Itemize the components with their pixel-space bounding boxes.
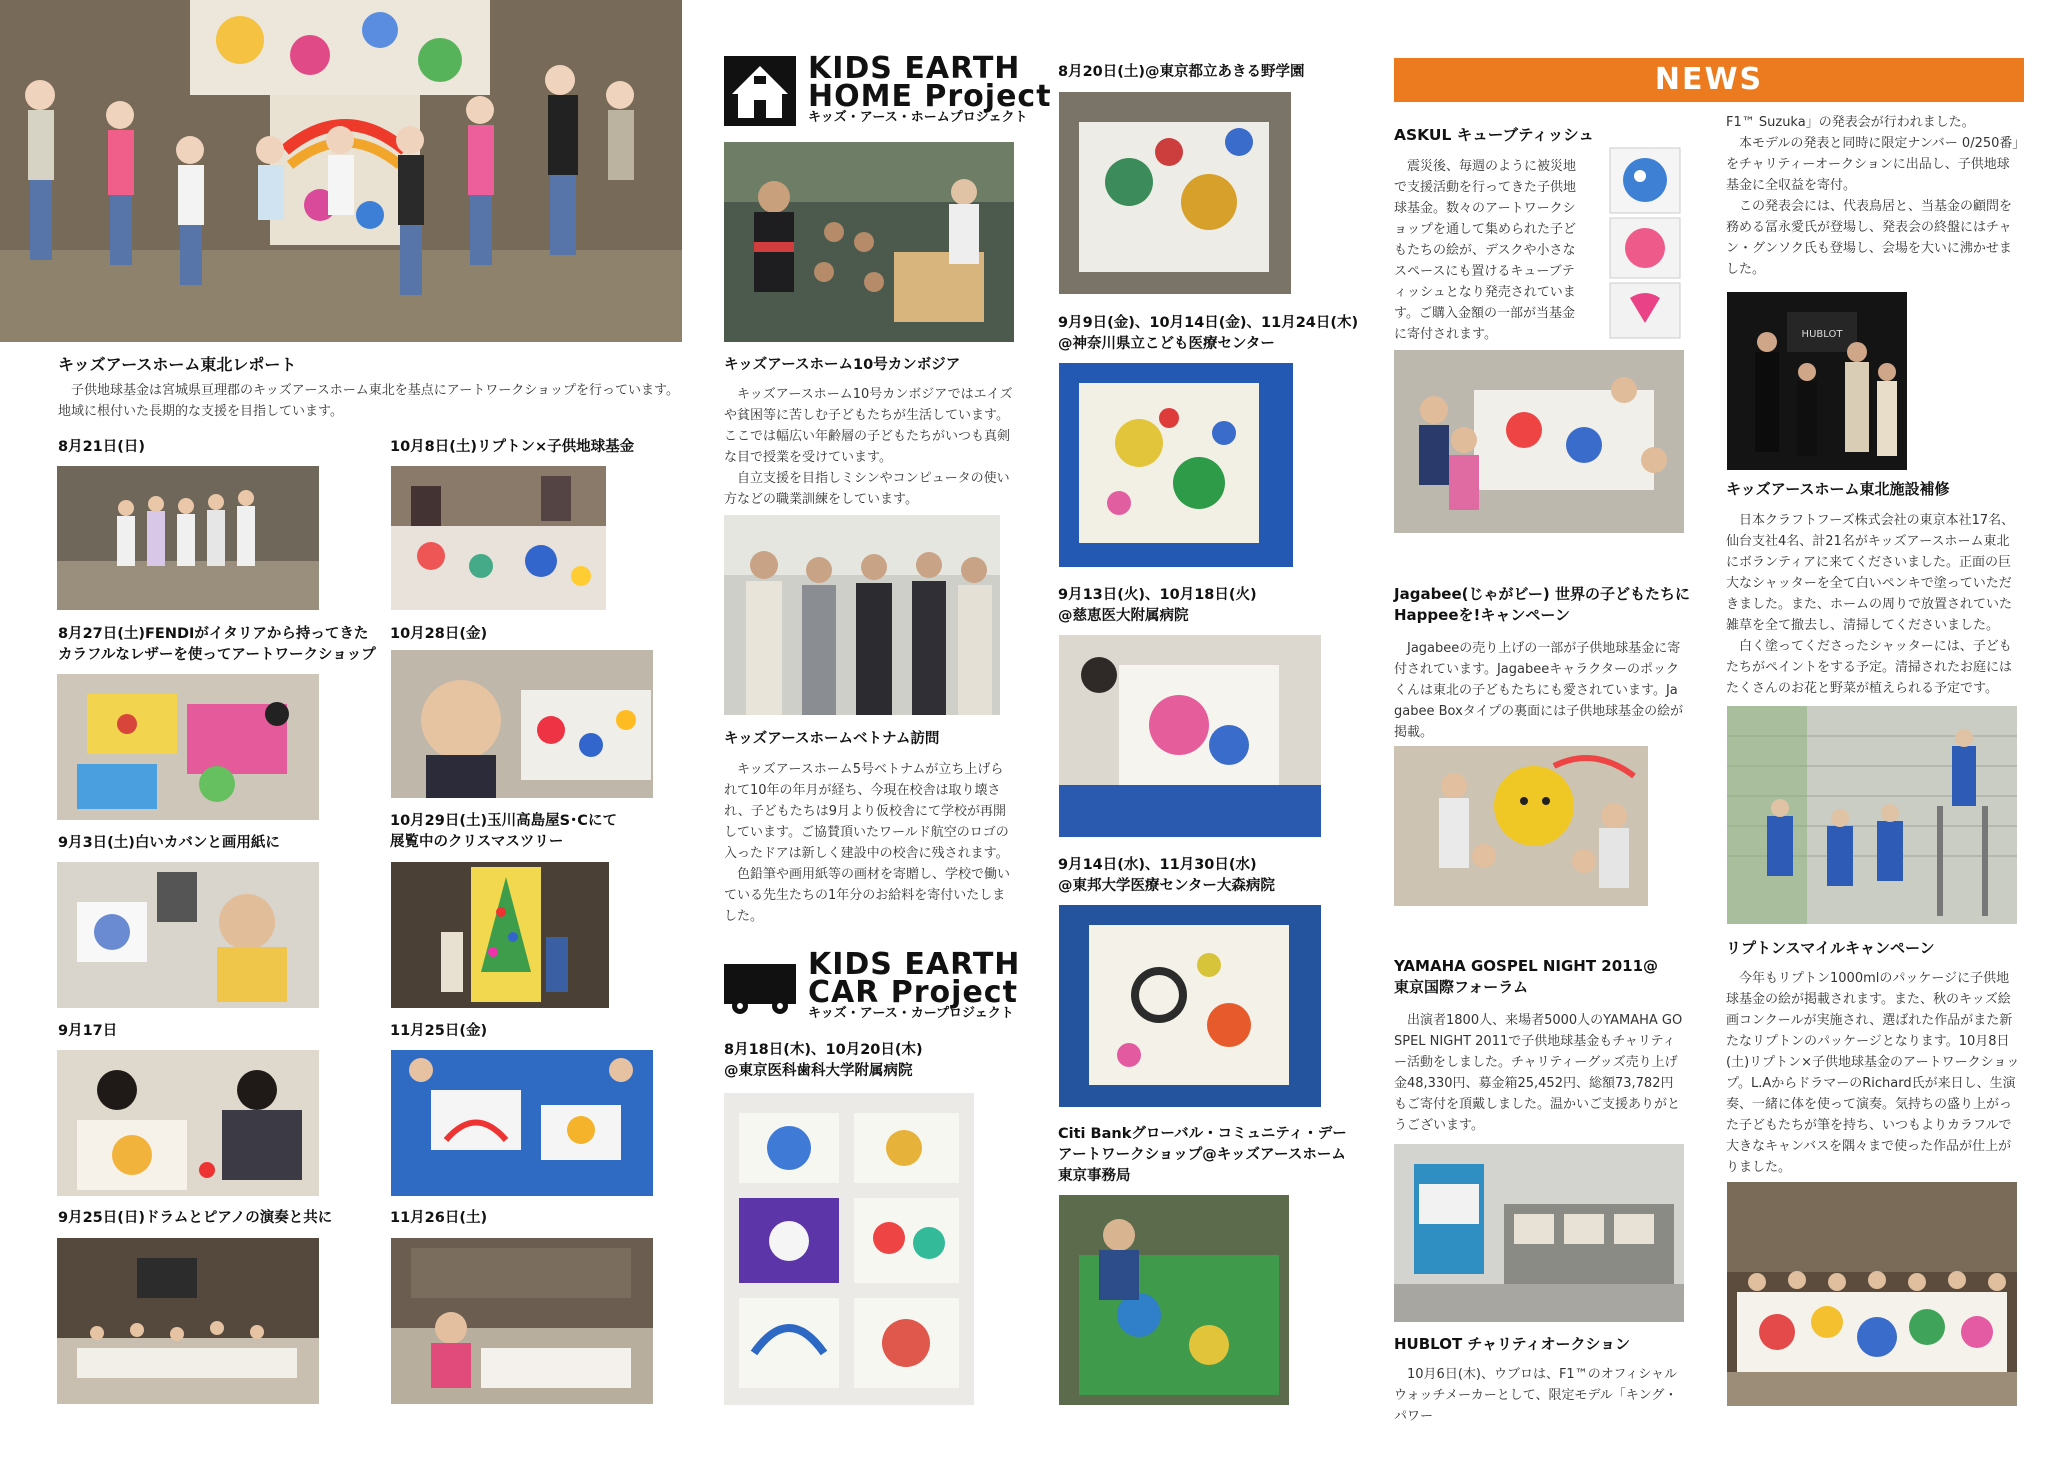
caption-citi-c: 東京事務局 xyxy=(1058,1168,1131,1184)
caption-sep25: 9月25日(日)ドラムとピアノの演奏と共に xyxy=(58,1210,333,1226)
caption-aug21: 8月21日(日) xyxy=(58,439,146,455)
home-project-kana: キッズ・アース・ホームプロジェクト xyxy=(808,110,1028,125)
car-project-kana: キッズ・アース・カープロジェクト xyxy=(808,1006,1014,1021)
caption-citi-a: Citi Bankグローバル・コミュニティ・デー xyxy=(1058,1126,1347,1142)
photo-kanagawa xyxy=(1059,363,1293,567)
photo-aug21-group xyxy=(57,466,319,610)
caption-nov25: 11月25日(金) xyxy=(390,1023,488,1039)
lipton-body: 今年もリプトン1000mlのパッケージに子供地球基金の絵が掲載されます。また、秋のキッズ絵画コンクールが実施され、選ばれた作品がまた新たなリプトンのパッケージとなります。10月8日(土)リプトン×子供地球基金のアートワークショップ。L.AからドラマーのRichard氏が来日し、生演奏、一緒に体を使って演奏。気持ちの盛り上がった子どもたちが筆を持ち、いつもよりカラフルで大きなキャンバスを隅々まで使った作品が仕上がりました。 xyxy=(1726,971,2020,1175)
vietnam-paragraph-1: キッズアースホーム5号ベトナムが立ち上げられて10年の年月が経ち、今現在校舎は取り壊され、子どもたちは9月より仮校舎にて学校が再開しています。ご協賛頂いたワールド航空のロゴの入ったドアは新しく建設中の校舎に残されます。 xyxy=(724,762,1009,861)
hublot-body: 10月6日(木)、ウブロは、F1™のオフィシャルウォッチメーカーとして、限定モデル「キング・パワー xyxy=(1394,1367,1678,1424)
tohoku-report-intro: 子供地球基金は宮城県亘理郡のキッズアースホーム東北を基点にアートワークショップを行っています。地域に根付いた長期的な支援を目指しています。 xyxy=(58,383,680,419)
caption-tmd-place: @東京医科歯科大学附属病院 xyxy=(724,1063,913,1079)
photo-yamaha-booth xyxy=(1394,1144,1684,1322)
caption-aug27-a: 8月27日(土)FENDIがイタリアから持ってきた xyxy=(58,626,369,642)
caption-sep17: 9月17日 xyxy=(58,1023,118,1039)
caption-oct29-b: 展覧中のクリスマスツリー xyxy=(390,834,564,850)
cambodia-paragraph-1: キッズアースホーム10号カンボジアではエイズや貧困等に苦しむ子どもたちが生活しています。ここでは幅広い年齢層の子どもたちがいつも真剣な目で授業を受けています。 xyxy=(724,387,1013,465)
photo-toho xyxy=(1059,905,1321,1107)
photo-jagabee-children xyxy=(1394,350,1684,533)
cambodia-title: キッズアースホーム10号カンボジア xyxy=(724,357,961,373)
photo-sep25-drums-piano xyxy=(57,1238,319,1404)
hublot-continued-p3: この発表会には、代表鳥居と、当基金の顧問を務める冨永愛氏が登場し、発表会の終盤にはチャン・グンソク氏も登場し、会場を大いに沸かせました。 xyxy=(1726,199,2013,277)
caption-oct8: 10月8日(土)リプトン×子供地球基金 xyxy=(390,439,635,455)
home-project-title-line2: HOME Project xyxy=(808,79,1052,114)
yamaha-title-b: 東京国際フォーラム xyxy=(1394,978,1529,996)
car-project-title-line2: CAR Project xyxy=(808,975,1018,1010)
repair-paragraph-2: 白く塗ってくださったシャッターには、子どもたちがペイントをする予定。清掃されたお庭にはたくさんのお花と野菜が植えられる予定です。 xyxy=(1726,639,2013,696)
photo-sep3-bags xyxy=(57,862,319,1008)
caption-tmd-dates: 8月18日(木)、10月20日(木) xyxy=(724,1042,923,1058)
photo-oct29-xmas-tree xyxy=(391,862,609,1008)
caption-akiru: 8月20日(土)@東京都立あきる野学園 xyxy=(1058,64,1305,80)
photo-aug27-fendi xyxy=(57,674,319,820)
home-project-title-line1: KIDS EARTH xyxy=(808,51,1021,86)
vietnam-paragraph-2: 色鉛筆や画用紙等の画材を寄贈し、学校で働いている先生たちの1年分のお給料を寄付いたしました。 xyxy=(724,867,1011,924)
repair-title: キッズアースホーム東北施設補修 xyxy=(1726,480,1950,498)
hublot-continued-p2: 本モデルの発表と同時に限定ナンバー 0/250番」をチャリティーオークションに出品し、子供地球基金に全収益を寄付。 xyxy=(1726,136,2019,193)
vietnam-title: キッズアースホームベトナム訪問 xyxy=(724,731,940,747)
repair-paragraph-1: 日本クラフトフーズ株式会社の東京本社17名、仙台支社4名、計21名がキッズアースホーム東北にボランティアに来てくださいました。正面の巨大なシャッターを全て白いペンキで塗っていただきました。また、ホームの周りで放置されていた雑草を全て撤去し、清掃してくださいました。 xyxy=(1726,513,2015,633)
hublot-continued-p1: F1™ Suzuka」の発表会が行われました。 xyxy=(1726,115,1975,130)
jagabee-title-a: Jagabee(じゃがビー) 世界の子どもたちに xyxy=(1394,585,1690,603)
tohoku-report-title: キッズアースホーム東北レポート xyxy=(58,355,297,374)
photo-nov26-drawing xyxy=(391,1238,653,1404)
photo-sep17-painting xyxy=(57,1050,319,1196)
photo-nov25-blue-sheet xyxy=(391,1050,653,1196)
askul-title: ASKUL キューブティッシュ xyxy=(1394,126,1594,144)
photo-lipton-canvas xyxy=(1727,1182,2017,1406)
car-icon xyxy=(724,952,796,1022)
photo-citi-bank xyxy=(1059,1195,1289,1405)
news-banner: NEWS xyxy=(1394,58,2024,102)
yamaha-title-a: YAMAHA GOSPEL NIGHT 2011@ xyxy=(1394,957,1659,975)
caption-nov26: 11月26日(土) xyxy=(390,1210,488,1226)
caption-sep3: 9月3日(土)白いカバンと画用紙に xyxy=(58,835,280,851)
photo-jikei xyxy=(1059,635,1321,837)
photo-hublot-event xyxy=(1727,292,1907,470)
caption-jikei-place: @慈恵医大附属病院 xyxy=(1058,608,1189,624)
photo-jagabee-pock-character xyxy=(1394,746,1648,906)
photo-tmd-paintings xyxy=(724,1093,974,1405)
askul-body: 震災後、毎週のように被災地で支援活動を行ってきた子供地球基金。数々のアートワークショップを通して集められた子どもたちの絵が、デスクや小さなスペースにも置けるキューブティッシュとなり発売されています。ご購入金額の一部が当基金に寄付されます。 xyxy=(1394,159,1577,342)
caption-oct29-a: 10月29日(土)玉川高島屋S･Cにて xyxy=(390,813,617,829)
hero-photo-children-jumping xyxy=(0,0,682,342)
hublot-title: HUBLOT チャリティオークション xyxy=(1394,1335,1631,1353)
caption-aug27-b: カラフルなレザーを使ってアートワークショップ xyxy=(58,647,376,663)
photo-cambodia-classroom xyxy=(724,142,1014,342)
car-project-title-line1: KIDS EARTH xyxy=(808,947,1021,982)
caption-oct28: 10月28日(金) xyxy=(390,626,488,642)
caption-toho-place: @東邦大学医療センター大森病院 xyxy=(1058,878,1275,894)
caption-jikei-dates: 9月13日(火)、10月18日(火) xyxy=(1058,587,1257,603)
caption-toho-dates: 9月14日(水)、11月30日(水) xyxy=(1058,857,1257,873)
yamaha-body: 出演者1800人、来場者5000人のYAMAHA GOSPEL NIGHT 2011で子供地球基金もチャリティー活動をしました。チャリティーグッズ売り上げ金48,330円、募金箱25,452円、総額73,782円もご寄付を頂戴しました。温かいご支援ありがとうございます。 xyxy=(1394,1013,1683,1133)
house-icon xyxy=(724,56,796,126)
caption-citi-b: アートワークショップ@キッズアースホーム xyxy=(1058,1147,1346,1163)
kids-earth-car-project-logo xyxy=(724,947,1024,1022)
photo-oct8-lipton xyxy=(391,466,606,610)
lipton-title: リプトンスマイルキャンペーン xyxy=(1726,939,1935,957)
photo-volunteers-painting-shutter xyxy=(1727,706,2017,924)
kids-earth-home-project-logo xyxy=(724,51,1052,126)
jagabee-title-b: Happeeを!キャンペーン xyxy=(1394,606,1571,624)
photo-askul-tissue-cubes xyxy=(1600,118,1690,342)
caption-kanagawa-dates: 9月9日(金)、10月14日(金)、11月24日(木) xyxy=(1058,315,1359,331)
caption-kanagawa-place: @神奈川県立こども医療センター xyxy=(1058,336,1275,352)
jagabee-body: Jagabeeの売り上げの一部が子供地球基金に寄付されています。Jagabeeキャラクターのポックくんは東北の子どもたちにも愛されています。Jagabee Boxタイプの裏面には子供地球基金の絵が掲載。 xyxy=(1394,641,1684,740)
photo-vietnam-visit xyxy=(724,515,1000,715)
cambodia-paragraph-2: 自立支援を目指しミシンやコンピュータの使い方などの職業訓練をしています。 xyxy=(724,471,1010,507)
hublot-logo-text: HUBLOT xyxy=(1801,329,1843,340)
photo-akiru xyxy=(1059,92,1291,294)
photo-oct28-boy xyxy=(391,650,653,798)
